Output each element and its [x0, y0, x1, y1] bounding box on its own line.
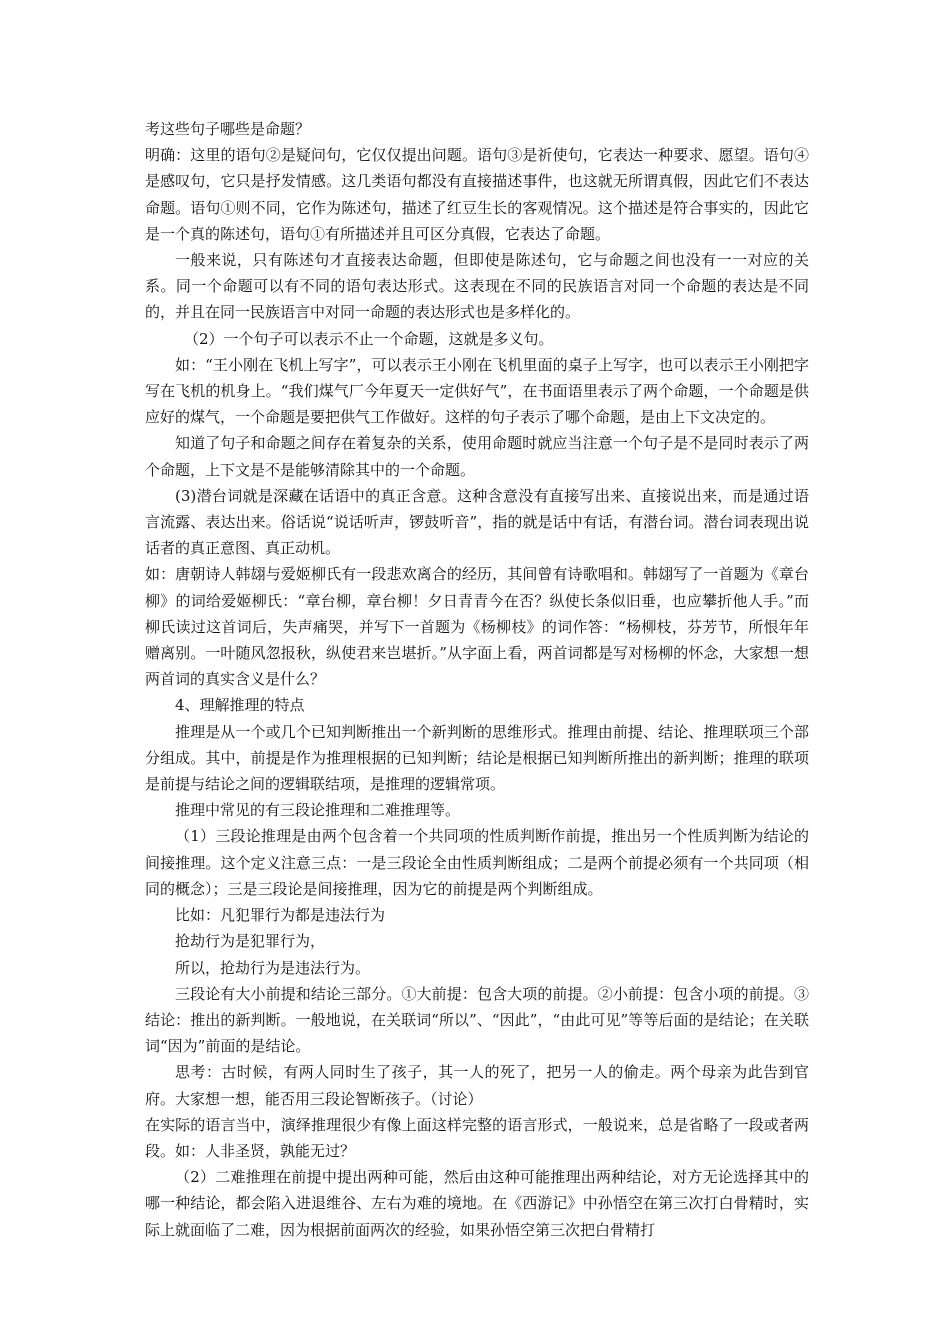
paragraph: 一般来说，只有陈述句才直接表达命题，但即使是陈述句，它与命题之间也没有一一对应的关系。同一个命题可以有不同的语句表达形式。这表现在不同的民族语言对同一个命题的表达是不同的，并且在同一民族语言中对同一命题的表达形式也是多样化的。: [145, 251, 809, 322]
paragraph: (3)潜台词就是深藏在话语中的真正含意。这种含意没有直接写出来、直接说出来，而是通过语言流露、表达出来。俗话说“说话听声，锣鼓听音”，指的就是话中有话，有潜台词。潜台词表现出说话者的真正意图、真正动机。: [145, 486, 809, 558]
paragraph: 推理是从一个或几个已知判断推出一个新判断的思维形式。推理由前提、结论、推理联项三个部分组成。其中，前提是作为推理根据的已知判断；结论是根据已知判断所推出的新判断；推理的联项是前提与结论之间的逻辑联结项，是推理的逻辑常项。: [145, 722, 809, 794]
paragraph: 明确：这里的语句②是疑问句，它仅仅提出问题。语句③是祈使句，它表达一种要求、愿望。语句④是感叹句，它只是抒发情感。这几类语句都没有直接描述事件，也这就无所谓真假，因此它们不表达命题。语句①则不同，它作为陈述句，描述了红豆生长的客观情况。这个描述是符合事实的，因此它是一个真的陈述句，语句①有所描述并且可区分真假，它表达了命题。: [145, 146, 809, 243]
example-line: 所以，抢劫行为是违法行为。: [175, 958, 371, 977]
paragraph: 考这些句子哪些是命题？: [145, 120, 311, 138]
paragraph: （2）二难推理在前提中提出两种可能，然后由这种可能推理出两种结论，对方无论选择其中的哪一种结论，都会陷入进退维谷、左右为难的境地。在《西游记》中孙悟空在第三次打白骨精时，实际上就面临了二难，因为根据前面两次的经验，如果孙悟空第三次把白骨精打: [145, 1168, 809, 1239]
paragraph: 在实际的语言当中，演绎推理很少有像上面这样完整的语言形式，一般说来，总是省略了一段或者两段。如：人非圣贤，孰能无过？: [145, 1115, 809, 1160]
paragraph: 知道了句子和命题之间存在着复杂的关系，使用命题时就应当注意一个句子是不是同时表示了两个命题，上下文是不是能够清除其中的一个命题。: [145, 434, 809, 479]
paragraph: （1）三段论推理是由两个包含着一个共同项的性质判断作前提，推出另一个性质判断为结论的间接推理。这个定义注意三点：一是三段论全由性质判断组成；二是两个前提必须有一个共同项（相同的概念）；三是三段论是间接推理，因为它的前提是两个判断组成。: [145, 827, 809, 898]
paragraph: 如：“王小刚在飞机上写字”，可以表示王小刚在飞机里面的桌子上写字，也可以表示王小刚把字写在飞机的机身上。“我们煤气厂今年夏天一定供好气”，在书面语里表示了两个命题，一个命题是供应好的煤气，一个命题是要把供气工作做好。这样的句子表示了哪个命题，是由上下文决定的。: [145, 355, 809, 427]
paragraph: （2）一个句子可以表示不止一个命题，这就是多义句。: [184, 329, 554, 348]
paragraph: 如：唐朝诗人韩翃与爱姬柳氏有一段悲欢离合的经历，其间曾有诗歌唱和。韩翃写了一首题为《章台柳》的词给爱姬柳氏：“章台柳，章台柳！夕日青青今在否？纵使长条似旧垂，也应攀折他人手。”而柳氏读过这首词后，失声痛哭，并写下一首题为《杨柳枝》的词作答：“杨柳枝，芬芳节，所恨年年赠离别。一叶随风忽报秋，纵使君来岂堪折。”从字面上看，两首词都是写对杨柳的怀念，大家想一想两首词的真实含义是什么？: [145, 565, 809, 689]
section-heading: 4、理解推理的特点: [175, 696, 305, 715]
paragraph: 思考：古时候，有两人同时生了孩子，其一人的死了，把另一人的偷走。两个母亲为此告到官府。大家想一想，能否用三段论智断孩子。（讨论）: [145, 1063, 809, 1108]
paragraph: 推理中常见的有三段论推理和二难推理等。: [175, 801, 461, 820]
example-line: 比如：凡犯罪行为都是违法行为: [175, 906, 386, 925]
document-body: [145, 116, 809, 1243]
example-line: 抢劫行为是犯罪行为，: [175, 932, 326, 951]
paragraph: 三段论有大小前提和结论三部分。①大前提：包含大项的前提。②小前提：包含小项的前提。③结论：推出的新判断。一般地说，在关联词“所以”、“因此”，“由此可见”等等后面的是结论；在关联词“因为”前面的是结论。: [145, 984, 809, 1056]
